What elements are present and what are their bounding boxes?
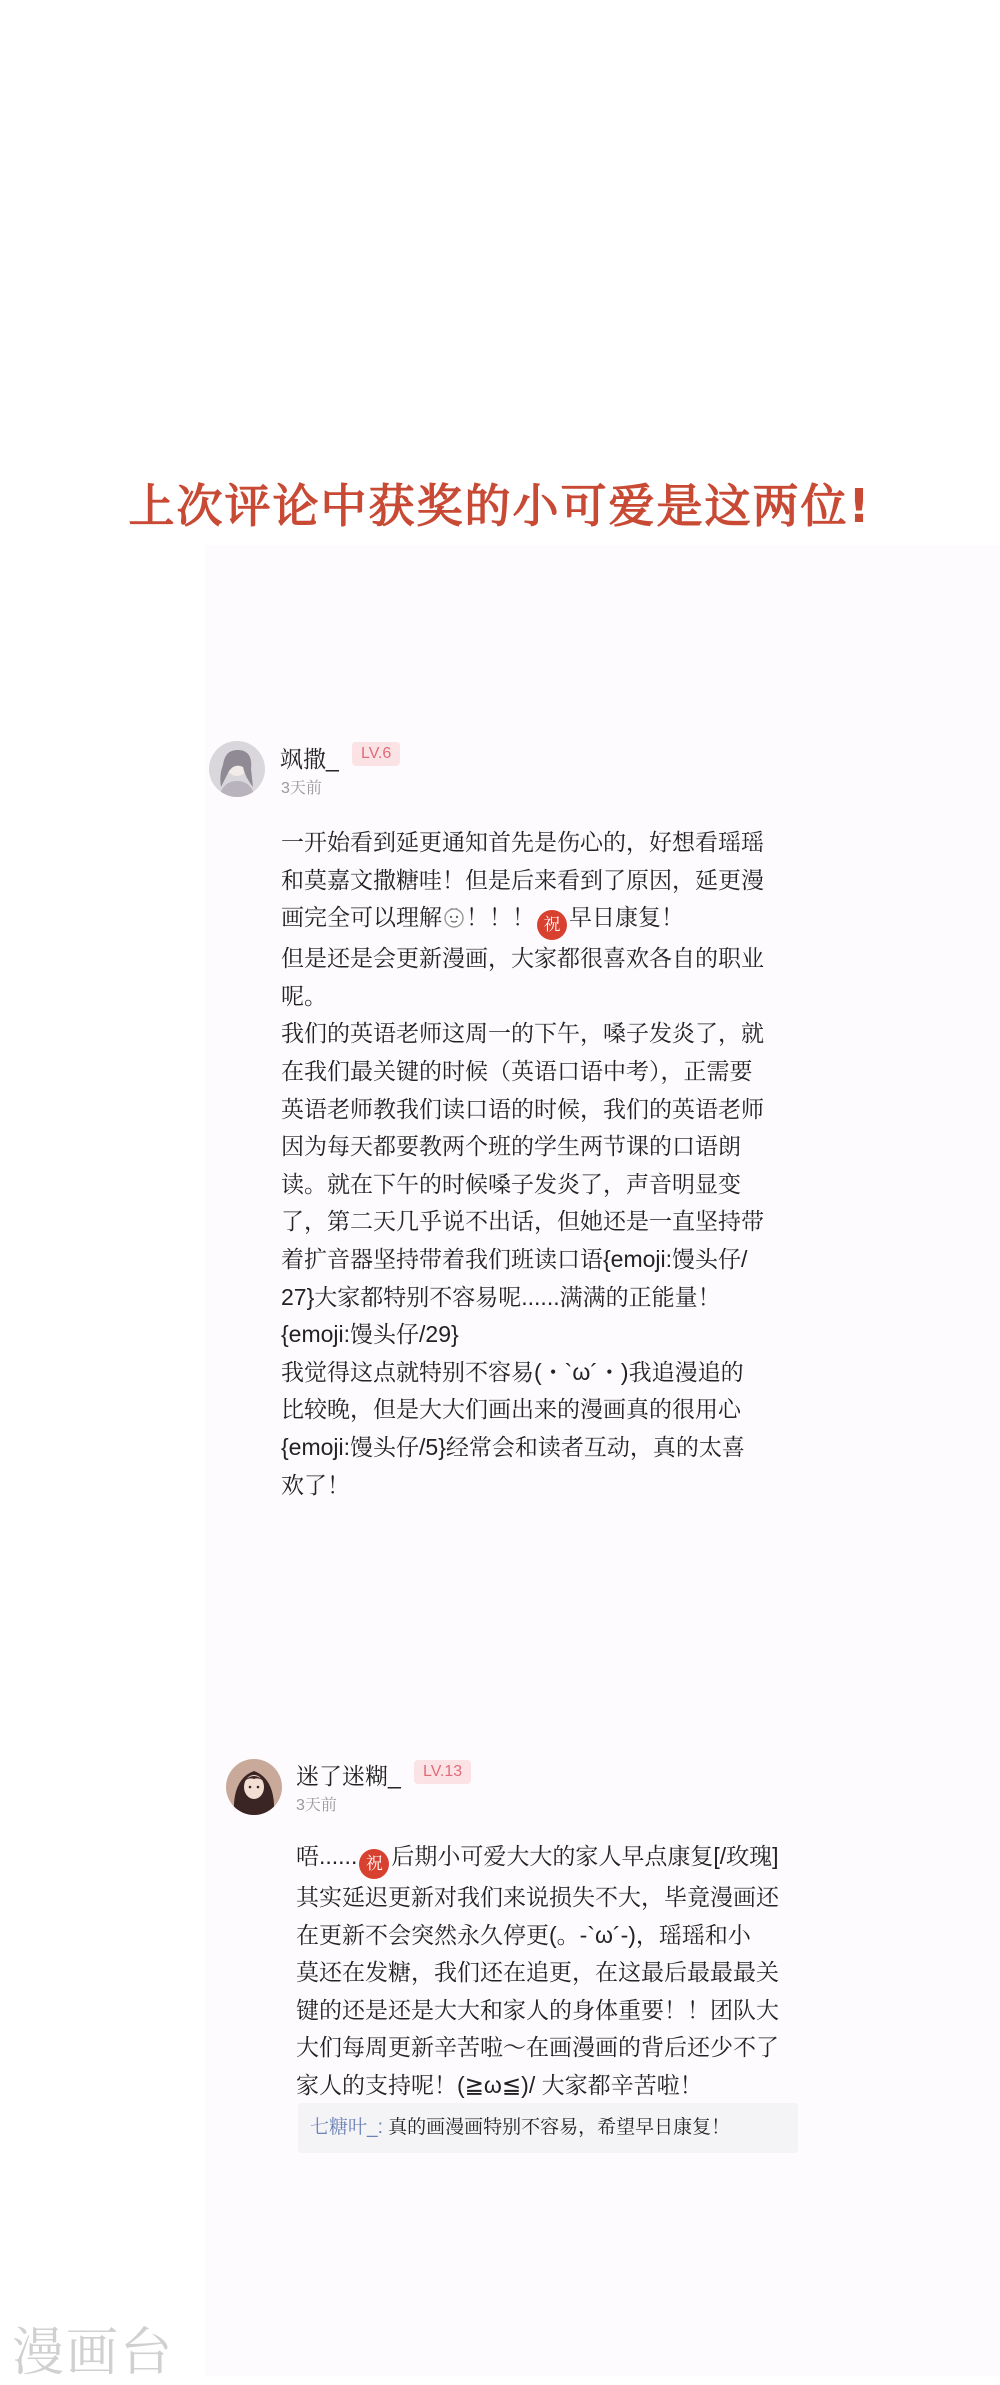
comment-line: 和莫嘉文撒糖哇！但是后来看到了原因，延更漫 [281, 866, 764, 893]
comment-line: 欢了！ [281, 1471, 350, 1498]
level-badge: LV.6 [352, 742, 400, 766]
watermark-logo: 漫画台 [12, 2323, 175, 2383]
comment-line: 其实延迟更新对我们来说损失不大，毕竟漫画还 [296, 1884, 779, 1910]
comment-line: 莫还在发糖，我们还在追更，在这最后最最最关 [296, 1959, 779, 1986]
username[interactable]: 飒撒_ [280, 746, 339, 772]
comment-line: 呢。 [281, 982, 327, 1009]
sticker-icon [442, 905, 466, 929]
comment-line: 家人的支持呢！(≧ω≦)/ 大家都辛苦啦！ [296, 2071, 703, 2098]
zhu-badge-icon: 祝 [359, 1849, 389, 1879]
comment-line: {emoji:馒头仔/5}经常会和读者互动，真的太喜 [281, 1433, 745, 1460]
comment-text [296, 1838, 779, 2105]
zhu-badge-icon: 祝 [537, 910, 567, 940]
comment-line: 我觉得这点就特别不容易(・`ω´・)我追漫追的 [281, 1358, 744, 1385]
comment-line: 因为每天都要教两个班的学生两节课的口语朗 [281, 1133, 741, 1160]
comment-line: 画完全可以理解 ！！！ 祝 早日康复！ [281, 899, 764, 940]
comment-line: 键的还是还是大大和家人的身体重要！！团队大 [296, 1996, 779, 2023]
user-avatar[interactable] [226, 1759, 282, 1815]
reply-box[interactable] [298, 2103, 798, 2153]
comment-line: 唔...... 祝 后期小可爱大大的家人早点康复[/玫瑰] [296, 1838, 779, 1879]
comment-line: 在更新不会突然永久停更(。-`ω´-)，瑶瑶和小 [296, 1921, 751, 1948]
comment-line: 比较晚，但是大大们画出来的漫画真的很用心 [281, 1396, 741, 1423]
comment-line: 英语老师教我们读口语的时候，我们的英语老师 [281, 1095, 764, 1122]
reply-username[interactable]: 七糖叶_: [310, 2117, 383, 2138]
comment-line: 我们的英语老师这周一的下午，嗓子发炎了，就 [281, 1020, 764, 1047]
reply-text: 真的画漫画特别不容易，希望早日康复！ [388, 2117, 731, 2138]
user-avatar[interactable] [209, 741, 265, 797]
page-title: 上次评论中获奖的小可爱是这两位! [128, 479, 872, 533]
comment-line: {emoji:馒头仔/29} [281, 1321, 459, 1348]
comment-time: 3天前 [281, 780, 322, 797]
comment-line: 但是还是会更新漫画，大家都很喜欢各自的职业 [281, 945, 764, 972]
comment-text [281, 824, 764, 1504]
comment-line: 在我们最关键的时候（英语口语中考），正需要 [281, 1057, 753, 1084]
comment-line: 了，第二天几乎说不出话，但她还是一直坚持带 [281, 1208, 764, 1235]
comment-line: 27}大家都特别不容易呢......满满的正能量！ [281, 1283, 721, 1310]
comment-line: 着扩音器坚持带着我们班读口语{emoji:馒头仔/ [281, 1245, 748, 1272]
avatar-girl-dark-hair-icon [226, 1759, 282, 1815]
username[interactable]: 迷了迷糊_ [296, 1763, 401, 1789]
comment-line: 一开始看到延更通知首先是伤心的，好想看瑶瑶 [281, 829, 764, 855]
comment-line: 读。就在下午的时候嗓子发炎了，声音明显变 [281, 1170, 741, 1197]
level-badge: LV.13 [414, 1760, 471, 1784]
avatar-girl-sketch-icon [209, 741, 265, 797]
comment-time: 3天前 [296, 1797, 337, 1814]
comment-line: 大们每周更新辛苦啦～在画漫画的背后还少不了 [296, 2034, 779, 2061]
